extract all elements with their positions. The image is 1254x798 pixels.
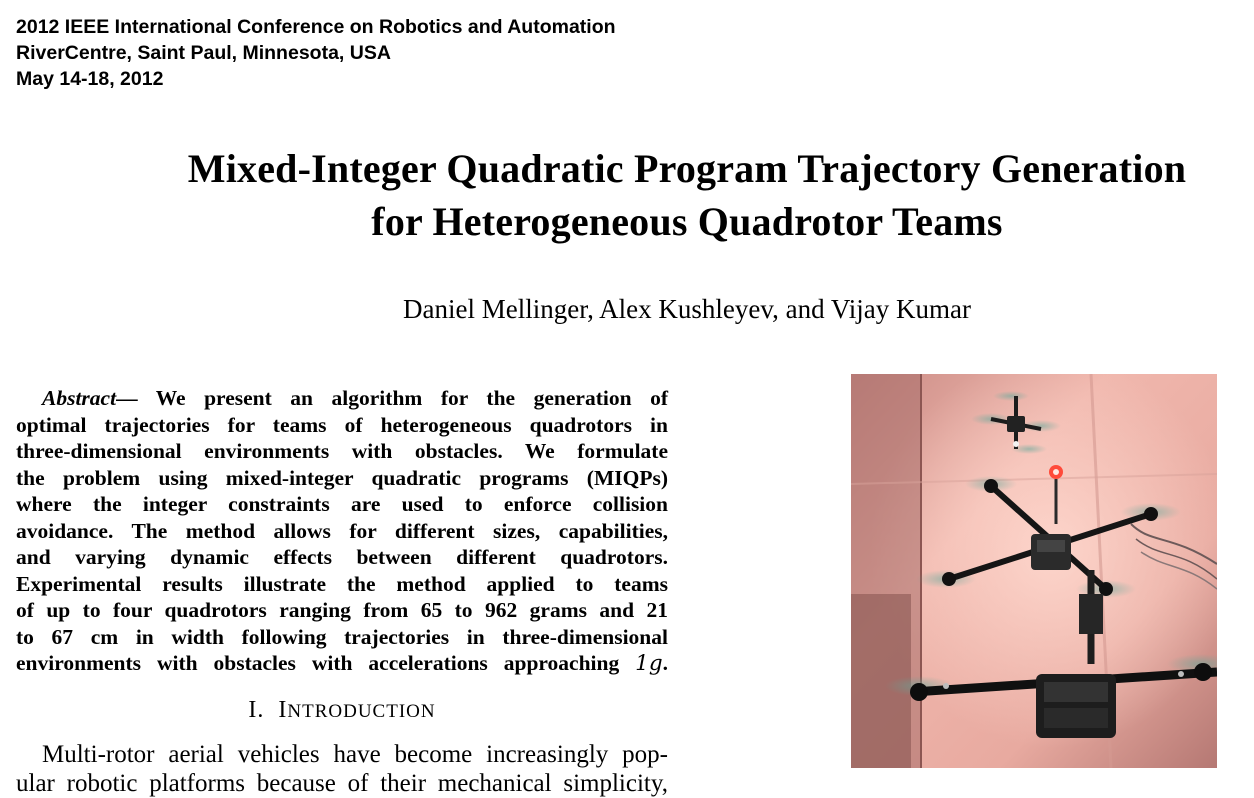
abstract-line: avoidance. The method allows for different sizes, capabilities, xyxy=(16,518,668,543)
section-title-rest: NTRODUCTION xyxy=(287,701,436,722)
intro-line: ular robotic platforms because of their mechanical simplicity, xyxy=(16,770,668,797)
conference-dates: May 14-18, 2012 xyxy=(16,68,164,90)
abstract-line-text: We present an algorithm for the generation of xyxy=(155,386,668,410)
section-number: I. xyxy=(248,697,265,723)
abstract-dash: — xyxy=(116,386,138,410)
abstract xyxy=(16,385,668,677)
quadrotor-team-photo xyxy=(851,374,1217,768)
abstract-line: and varying dynamic effects between different quadrotors. xyxy=(16,545,668,569)
abstract-line-text: environments with obstacles with accelerations approaching xyxy=(16,651,620,675)
paper-title xyxy=(150,142,1224,248)
abstract-line-last xyxy=(16,650,668,677)
abstract-line: Experimental results illustrate the method applied to teams xyxy=(16,571,668,596)
introduction-text xyxy=(16,740,668,798)
section-initial: I xyxy=(278,697,288,723)
abstract-line: three-dimensional environments with obstacles. We formulate xyxy=(16,439,668,463)
paper-title-line-2: for Heterogeneous Quadrotor Teams xyxy=(371,199,1003,244)
abstract-line: of up to four quadrotors ranging from 65 to 962 grams and 21 xyxy=(16,598,668,622)
abstract-label: Abstract xyxy=(42,386,117,410)
conference-name: 2012 IEEE International Conference on Robotics and Automation xyxy=(16,16,616,38)
abstract-line: the problem using mixed-integer quadratic programs (MIQPs) xyxy=(16,465,668,490)
abstract-line: to 67 cm in width following trajectories in three-dimensional xyxy=(16,624,668,649)
conference-header xyxy=(16,14,616,92)
abstract-math: 1g xyxy=(635,651,663,676)
abstract-line: where the integer constraints are used to enforce collision xyxy=(16,492,668,516)
section-heading-introduction xyxy=(16,695,668,727)
abstract-line xyxy=(16,385,668,412)
abstract-period: . xyxy=(662,651,668,675)
intro-line: Multi-rotor aerial vehicles have become increasingly pop- xyxy=(42,741,668,768)
abstract-line: optimal trajectories for teams of heterogeneous quadrotors in xyxy=(16,412,668,437)
paper-title-line-1: Mixed-Integer Quadratic Program Trajectory Generation xyxy=(187,146,1187,191)
quadrotor-photo-illustration xyxy=(851,374,1217,768)
conference-venue: RiverCentre, Saint Paul, Minnesota, USA xyxy=(16,42,391,64)
author-list: Daniel Mellinger, Alex Kushleyev, and Vijay Kumar xyxy=(403,294,971,324)
